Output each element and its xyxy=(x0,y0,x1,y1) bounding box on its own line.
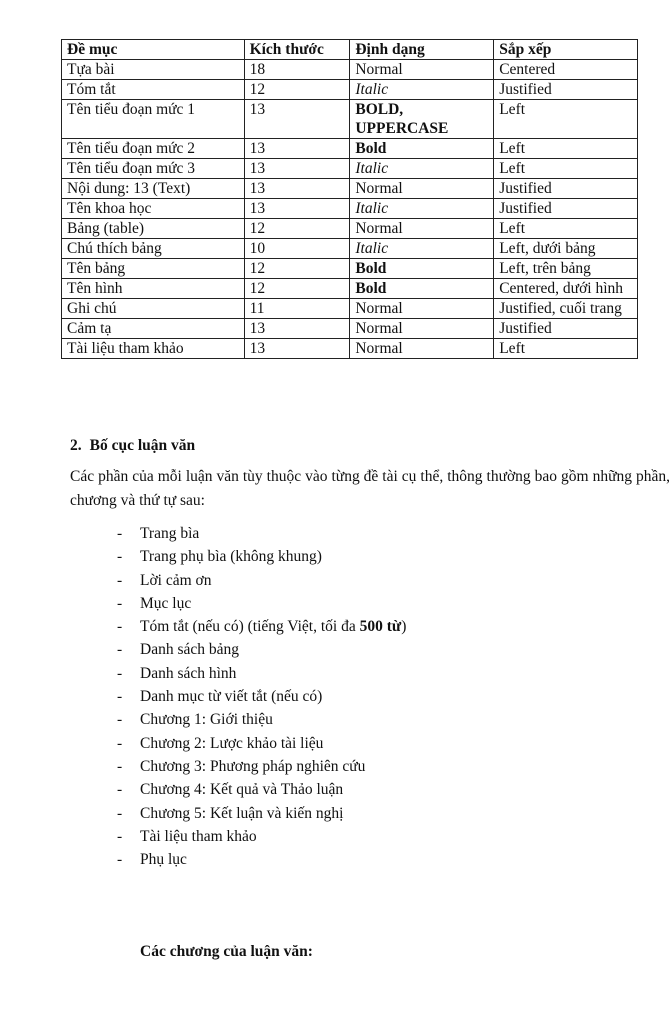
list-item-text: Chương 4: Kết quả và Thảo luận xyxy=(140,781,344,799)
table-row xyxy=(62,299,638,319)
table-body xyxy=(62,60,638,359)
list-item-text: Tóm tắt (nếu có) (tiếng Việt, tối đa xyxy=(140,618,360,636)
cell-size: 11 xyxy=(244,299,350,319)
cell-format: BOLD, UPPERCASE xyxy=(350,100,494,139)
list-item xyxy=(0,615,406,638)
cell-align: Justified xyxy=(494,199,638,219)
cell-size: 13 xyxy=(244,319,350,339)
dash-bullet-icon: - xyxy=(117,618,123,636)
cell-align: Left xyxy=(494,100,638,139)
cell-format: Italic xyxy=(350,159,494,179)
dash-bullet-icon: - xyxy=(117,548,123,566)
list-item-text: Mục lục xyxy=(140,594,192,612)
cell-format: Italic xyxy=(350,239,494,259)
list-item xyxy=(0,569,406,592)
list-item xyxy=(0,708,406,731)
list-item xyxy=(0,848,406,871)
cell-align: Left xyxy=(494,219,638,239)
header-cell-size: Kích thước xyxy=(244,40,350,60)
list-item xyxy=(0,802,406,825)
cell-item: Ghi chú xyxy=(62,299,245,319)
list-item-text: Chương 2: Lược khảo tài liệu xyxy=(140,734,324,752)
cell-size: 13 xyxy=(244,199,350,219)
cell-item: Cảm tạ xyxy=(62,319,245,339)
cell-format: Italic xyxy=(350,199,494,219)
cell-size: 12 xyxy=(244,219,350,239)
cell-format: Normal xyxy=(350,179,494,199)
cell-format: Bold xyxy=(350,259,494,279)
list-item xyxy=(0,522,406,545)
cell-item: Tên khoa học xyxy=(62,199,245,219)
section-title: Bố cục luận văn xyxy=(89,437,196,454)
table-row xyxy=(62,279,638,299)
cell-item: Bảng (table) xyxy=(62,219,245,239)
dash-bullet-icon: - xyxy=(117,734,123,752)
cell-align: Left, dưới bảng xyxy=(494,239,638,259)
cell-align: Justified, cuối trang xyxy=(494,299,638,319)
table-row xyxy=(62,179,638,199)
list-item xyxy=(0,638,406,661)
section-heading xyxy=(70,437,195,455)
cell-format: Normal xyxy=(350,60,494,80)
dash-bullet-icon: - xyxy=(117,851,123,869)
cell-align: Centered, dưới hình xyxy=(494,279,638,299)
cell-size: 12 xyxy=(244,279,350,299)
list-item-bold-text: 500 từ xyxy=(359,618,402,636)
cell-align: Centered xyxy=(494,60,638,80)
intro-paragraph: Các phần của mỗi luận văn tùy thuộc vào từng đề tài cụ thể, thông thường bao gồm những phần, chương và thứ tự sau: xyxy=(70,468,670,509)
dash-bullet-icon: - xyxy=(117,641,123,659)
cell-size: 13 xyxy=(244,159,350,179)
list-item xyxy=(0,685,406,708)
cell-size: 13 xyxy=(244,339,350,359)
cell-item: Tên bảng xyxy=(62,259,245,279)
table-row xyxy=(62,60,638,80)
cell-format: Bold xyxy=(350,139,494,159)
list-item xyxy=(0,732,406,755)
list-item xyxy=(0,825,406,848)
cell-format: Normal xyxy=(350,299,494,319)
cell-align: Left xyxy=(494,139,638,159)
cell-align: Left xyxy=(494,339,638,359)
cell-item: Tên hình xyxy=(62,279,245,299)
dash-bullet-icon: - xyxy=(117,688,123,706)
table-row xyxy=(62,139,638,159)
table-row xyxy=(62,239,638,259)
cell-size: 13 xyxy=(244,139,350,159)
dash-bullet-icon: - xyxy=(117,711,123,729)
chapters-heading: Các chương của luận văn: xyxy=(140,943,313,960)
dash-bullet-icon: - xyxy=(117,804,123,822)
list-item-text: Chương 1: Giới thiệu xyxy=(140,711,273,729)
dash-bullet-icon: - xyxy=(117,664,123,682)
cell-size: 18 xyxy=(244,60,350,80)
cell-size: 13 xyxy=(244,179,350,199)
list-item-text: Danh sách bảng xyxy=(140,641,239,659)
section-number: 2. xyxy=(70,437,82,454)
list-item xyxy=(0,755,406,778)
table-row xyxy=(62,159,638,179)
cell-item: Tựa bài xyxy=(62,60,245,80)
table-row xyxy=(62,339,638,359)
cell-size: 10 xyxy=(244,239,350,259)
format-table xyxy=(61,39,638,359)
table-row xyxy=(62,219,638,239)
cell-format: Bold xyxy=(350,279,494,299)
list-item-text: Danh mục từ viết tắt (nếu có) xyxy=(140,688,323,706)
list-item-text: Danh sách hình xyxy=(140,664,237,682)
table-row xyxy=(62,259,638,279)
dash-bullet-icon: - xyxy=(117,827,123,845)
cell-format: Italic xyxy=(350,80,494,100)
list-item-text: Chương 5: Kết luận và kiến nghị xyxy=(140,804,344,822)
cell-format: Normal xyxy=(350,319,494,339)
list-item-text: Phụ lục xyxy=(140,851,187,869)
table-row xyxy=(62,319,638,339)
table-row xyxy=(62,199,638,219)
cell-item: Nội dung: 13 (Text) xyxy=(62,179,245,199)
cell-item: Tóm tắt xyxy=(62,80,245,100)
list-item xyxy=(0,545,406,568)
header-cell-format: Định dạng xyxy=(350,40,494,60)
table-row xyxy=(62,100,638,139)
list-item-text: Lời cảm ơn xyxy=(140,571,212,589)
cell-align: Justified xyxy=(494,179,638,199)
dash-bullet-icon: - xyxy=(117,781,123,799)
cell-item: Tên tiểu đoạn mức 1 xyxy=(62,100,245,139)
table-header-row xyxy=(62,40,638,60)
cell-item: Tên tiểu đoạn mức 3 xyxy=(62,159,245,179)
dash-bullet-icon: - xyxy=(117,757,123,775)
list-item xyxy=(0,778,406,801)
list-item-text: Chương 3: Phương pháp nghiên cứu xyxy=(140,757,366,775)
cell-format: Normal xyxy=(350,219,494,239)
header-cell-align: Sắp xếp xyxy=(494,40,638,60)
dash-bullet-icon: - xyxy=(117,525,123,542)
dash-bullet-icon: - xyxy=(117,594,123,612)
cell-size: 12 xyxy=(244,259,350,279)
cell-align: Left, trên bảng xyxy=(494,259,638,279)
list-item-text-suffix: ) xyxy=(401,618,407,636)
list-item-text: Tài liệu tham khảo xyxy=(140,827,257,845)
list-item xyxy=(0,662,406,685)
cell-align: Left xyxy=(494,159,638,179)
cell-size: 12 xyxy=(244,80,350,100)
header-cell-item: Đề mục xyxy=(62,40,245,60)
cell-align: Justified xyxy=(494,319,638,339)
cell-item: Chú thích bảng xyxy=(62,239,245,259)
cell-format: Normal xyxy=(350,339,494,359)
cell-item: Tài liệu tham khảo xyxy=(62,339,245,359)
list-item-text: Trang bìa xyxy=(140,525,200,542)
cell-item: Tên tiểu đoạn mức 2 xyxy=(62,139,245,159)
thesis-parts-list xyxy=(0,522,406,871)
list-item xyxy=(0,592,406,615)
list-item-text: Trang phụ bìa (không khung) xyxy=(140,548,322,566)
cell-align: Justified xyxy=(494,80,638,100)
dash-bullet-icon: - xyxy=(117,571,123,589)
cell-size: 13 xyxy=(244,100,350,139)
table-row xyxy=(62,80,638,100)
